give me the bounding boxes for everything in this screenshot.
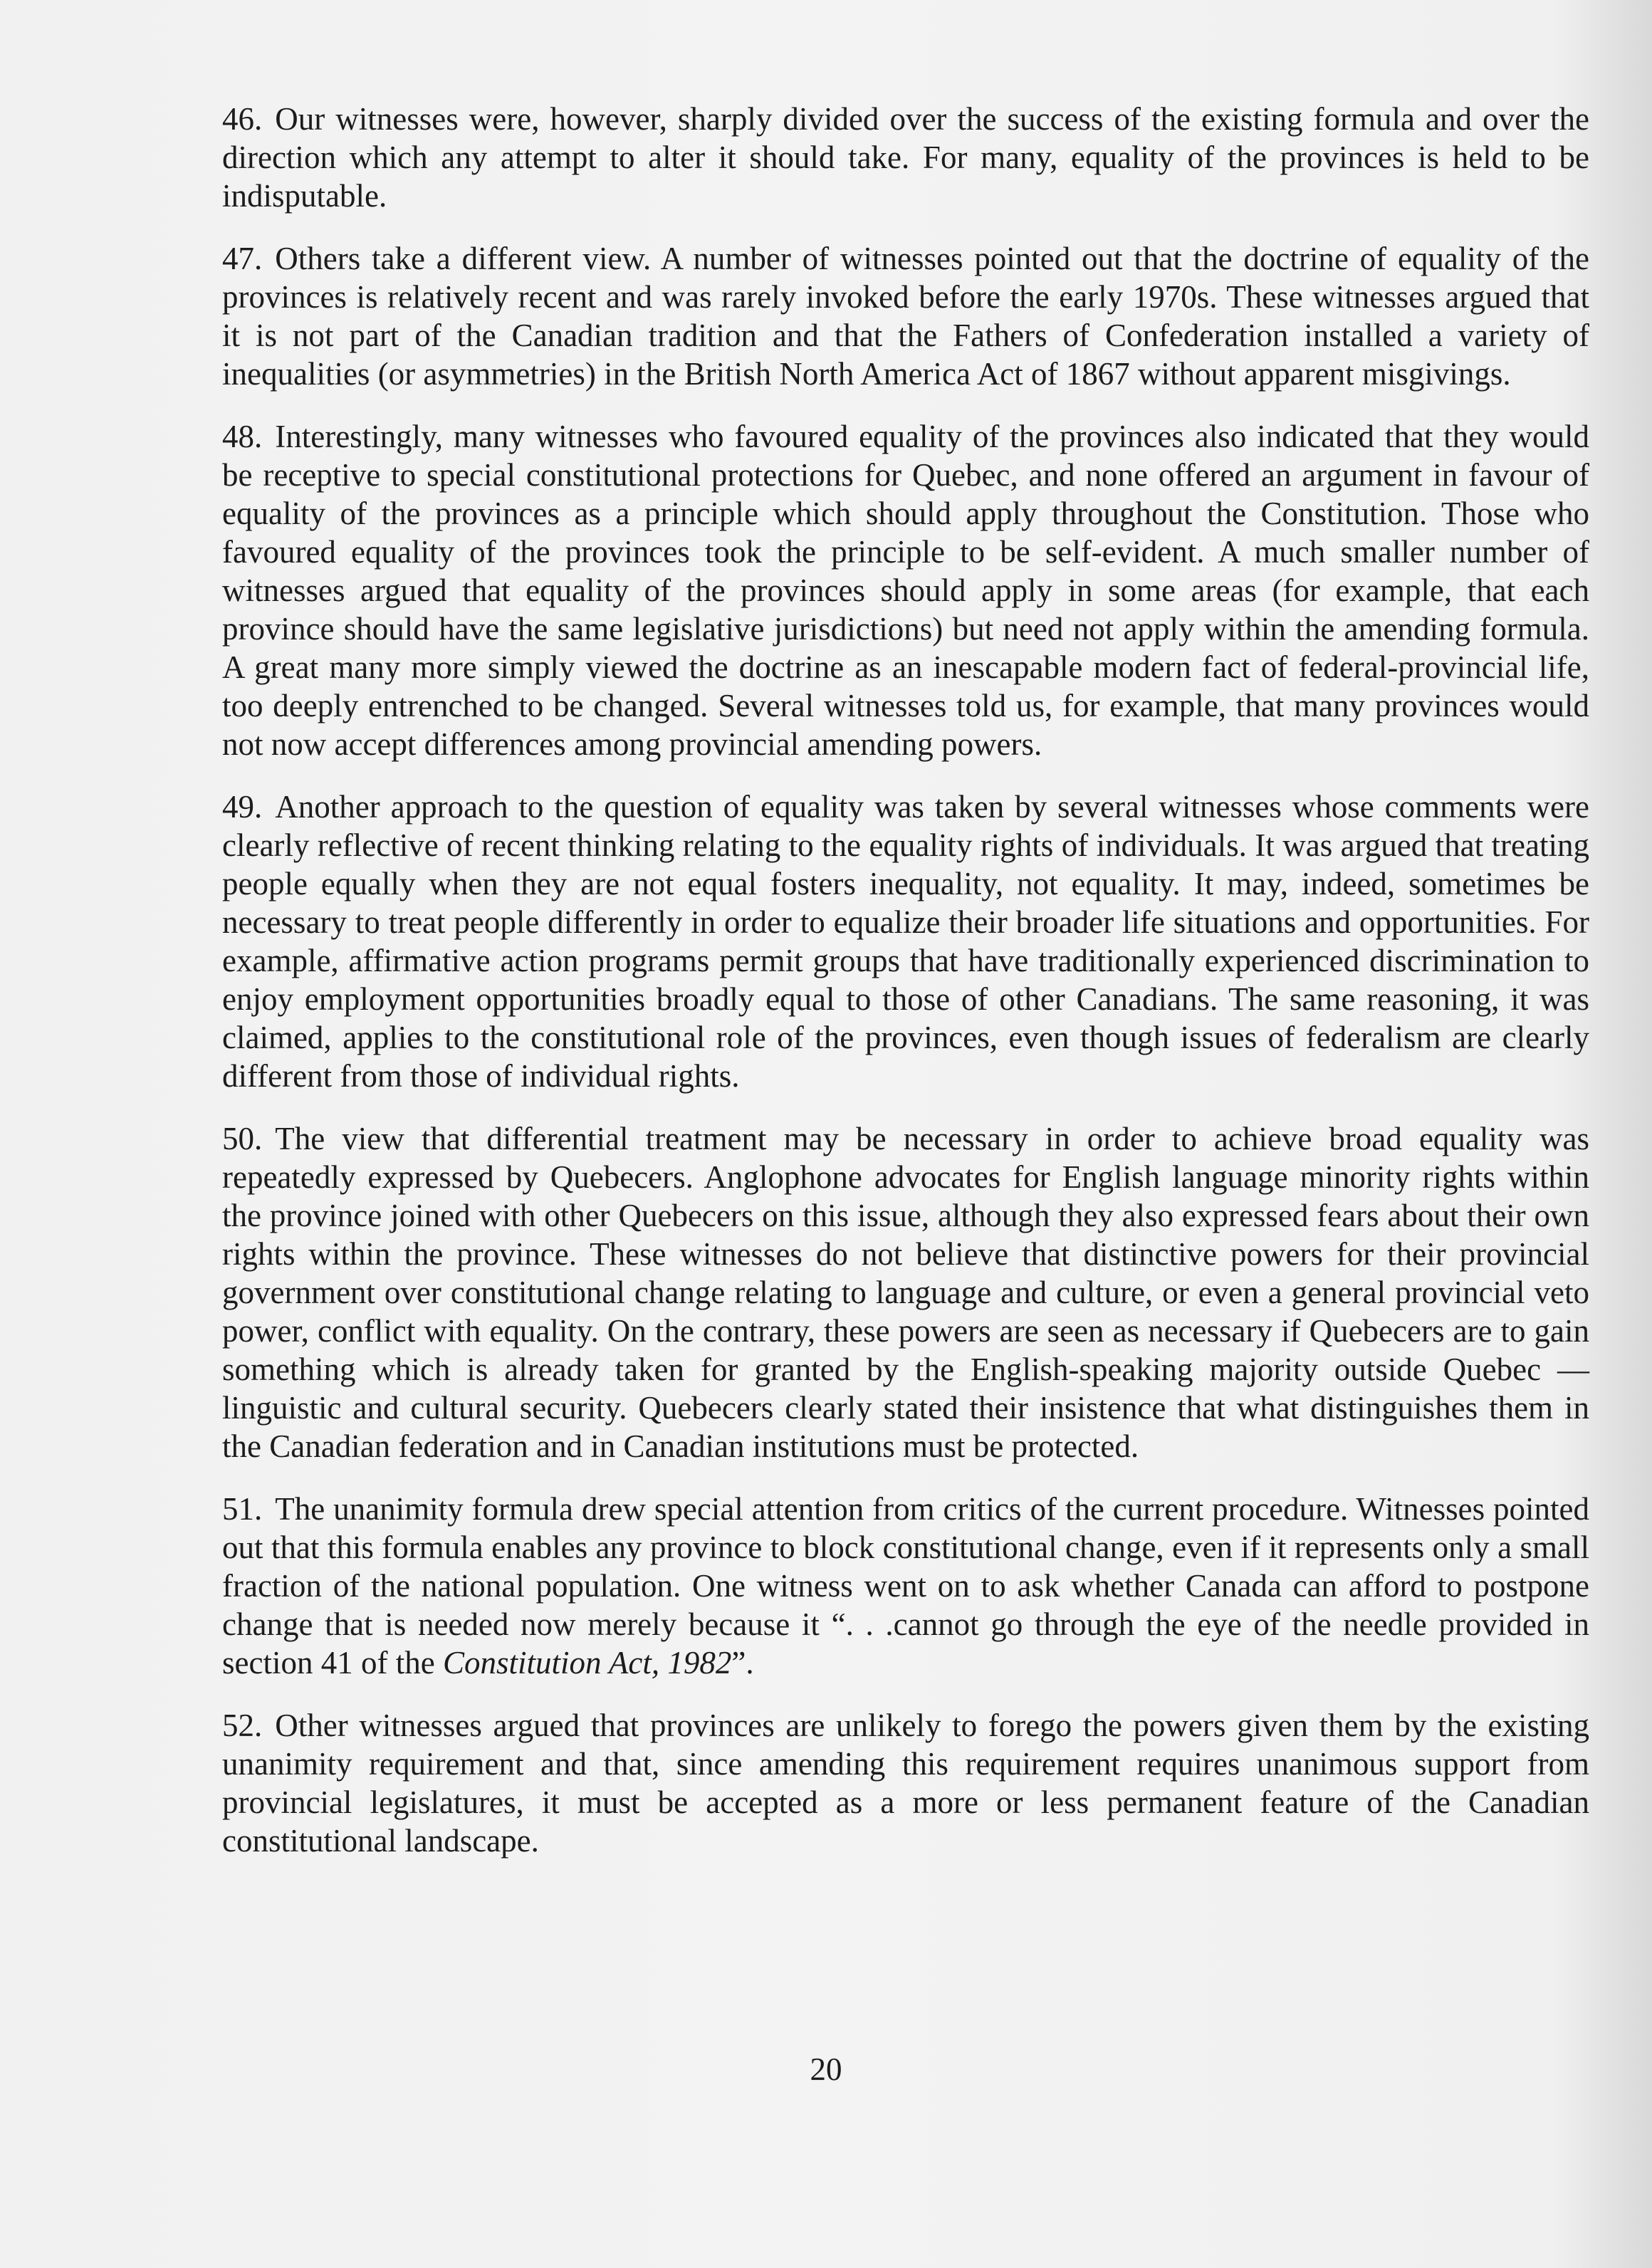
paragraph-number: 47. xyxy=(222,241,263,276)
paragraph-number: 51. xyxy=(222,1491,263,1527)
paragraph-text: Other witnesses argued that provinces are unlikely to forego the powers given them by the existing unanimity requirement and that, since amending this requirement requires unanimous support from provincial legislatures, it must be accepted as a more or less permanent feature of the Canadian constitutional landscape. xyxy=(222,1708,1589,1859)
paragraph-text: Others take a different view. A number of witnesses pointed out that the doctrine of equality of the provinces is relatively recent and was rarely invoked before the early 1970s. These witnesses argued that it is not part of the Canadian tradition and that the Fathers of Confederation installed a variety of inequalities (or asymmetries) in the British North America Act of 1867 without apparent misgivings. xyxy=(222,241,1589,392)
paragraph-number: 48. xyxy=(222,419,263,454)
paragraph-text: The view that differential treatment may be necessary in order to achieve broad equality was repeatedly expressed by Quebecers. Anglophone advocates for English language minority rights within the province joined with other Quebecers on this issue, although they also expressed fears about their own rights within the province. These witnesses do not believe that distinctive powers for their provincial government over constitutional change relating to language and culture, or even a general provincial veto power, conflict with equality. On the contrary, these powers are seen as necessary if Quebecers are to gain something which is already taken for granted by the English-speaking majority outside Quebec — linguistic and cultural security. Quebecers clearly stated their insistence that what distinguishes them in the Canadian federation and in Canadian institutions must be protected. xyxy=(222,1121,1589,1464)
paragraph-46 xyxy=(222,100,1589,215)
paragraph-text: Our witnesses were, however, sharply divided over the success of the existing formula and over the direction which any attempt to alter it should take. For many, equality of the provinces is held to be indisputable. xyxy=(222,101,1589,214)
paragraph-51 xyxy=(222,1490,1589,1682)
body-text xyxy=(222,100,1589,1884)
paragraph-number: 50. xyxy=(222,1121,263,1156)
paragraph-text-end: ”. xyxy=(731,1645,754,1681)
paragraph-47 xyxy=(222,239,1589,393)
paragraph-number: 46. xyxy=(222,101,263,137)
paragraph-text: The unanimity formula drew special attention from critics of the current procedure. Witnesses pointed out that this formula enables any province to block constitutional change, even if it represents only a small fraction of the national population. One witness went on to ask whether Canada can afford to postpone change that is needed now merely because it “. . .cannot go through the eye of the needle provided in section 41 of the xyxy=(222,1491,1589,1681)
paragraph-number: 52. xyxy=(222,1708,263,1743)
act-title-italic: Constitution Act, 1982 xyxy=(442,1645,732,1681)
paragraph-50 xyxy=(222,1119,1589,1465)
paragraph-48 xyxy=(222,417,1589,763)
paragraph-52 xyxy=(222,1706,1589,1860)
paragraph-text: Another approach to the question of equality was taken by several witnesses whose comments were clearly reflective of recent thinking relating to the equality rights of individuals. It was argued that treating people equally when they are not equal fosters inequality, not equality. It may, indeed, sometimes be necessary to treat people differently in order to equalize their broader life situations and opportunities. For example, affirmative action programs permit groups that have traditionally experienced discrimination to enjoy employment opportunities broadly equal to those of other Canadians. The same reasoning, it was claimed, applies to the constitutional role of the provinces, even though issues of federalism are clearly different from those of individual rights. xyxy=(222,789,1589,1094)
paragraph-49 xyxy=(222,788,1589,1095)
page-number: 20 xyxy=(810,2052,842,2087)
paragraph-text: Interestingly, many witnesses who favoured equality of the provinces also indicated that they would be receptive to special constitutional protections for Quebec, and none offered an argument in favour of equality of the provinces as a principle which should apply throughout the Constitution. Those who favoured equality of the provinces took the principle to be self-evident. A much smaller number of witnesses argued that equality of the provinces should apply in some areas (for example, that each province should have the same legislative jurisdictions) but need not apply within the amending formula. A great many more simply viewed the doctrine as an inescapable modern fact of federal-provincial life, too deeply entrenched to be changed. Several witnesses told us, for example, that many provinces would not now accept differences among provincial amending powers. xyxy=(222,419,1589,762)
paragraph-number: 49. xyxy=(222,789,263,825)
